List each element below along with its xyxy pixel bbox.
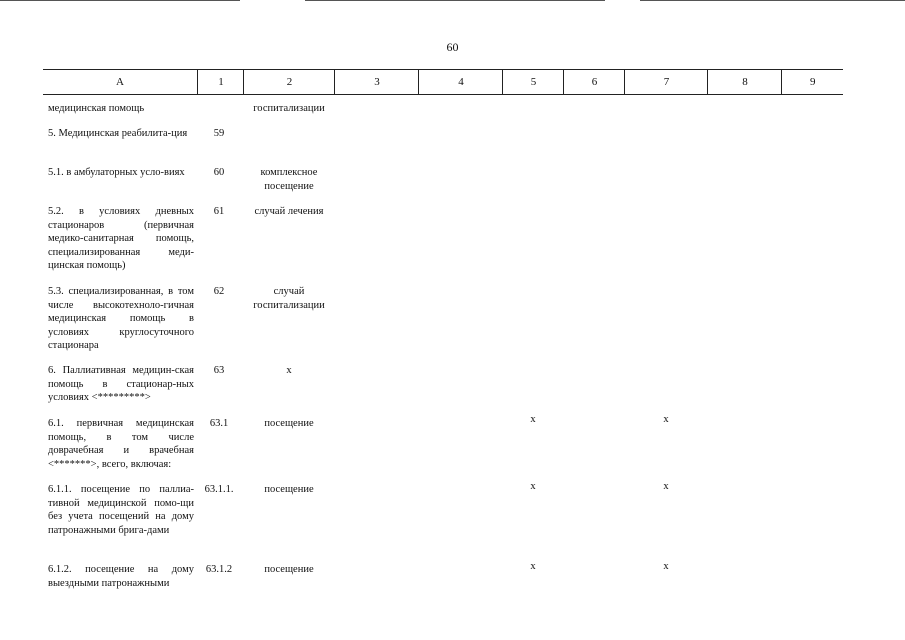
header-col-a: А	[116, 76, 124, 88]
row-col7-value: х	[663, 414, 669, 425]
row-number: 63.1	[209, 418, 229, 429]
row-unit: комплексное посещение	[260, 167, 318, 192]
table-header	[43, 69, 843, 95]
row-col7-value: х	[663, 481, 669, 492]
row-name: 5. Медицинская реабилита-ция	[48, 128, 188, 139]
row-number: 62	[213, 286, 225, 297]
row-unit: посещение	[264, 564, 314, 575]
page-number: 60	[446, 40, 459, 54]
header-col-5: 5	[502, 70, 564, 94]
header-col-4: 4	[418, 70, 503, 94]
row-number: 59	[213, 128, 225, 139]
row-unit: посещение	[264, 484, 314, 495]
row-col5-value: х	[530, 561, 536, 572]
header-col-7: 7	[624, 70, 708, 94]
row-name: медицинская помощь	[48, 103, 145, 114]
row-number: 60	[213, 167, 225, 178]
row-number: 61	[213, 206, 225, 217]
header-col-8: 8	[707, 70, 782, 94]
header-col-6: 6	[563, 70, 625, 94]
header-col-9: 9	[781, 70, 843, 94]
row-name: 6. Паллиативная медицин-ская помощь в стационар-ных условиях <*********>	[48, 365, 194, 403]
row-name: 6.1.2. посещение на дому выездными патронажными	[48, 564, 194, 589]
row-name: 5.2. в условиях дневных стационаров (первичная медико-санитарная помощь, специализированная меди-цинская помощь)	[48, 206, 194, 271]
row-name: 5.3. специализированная, в том числе высокотехноло-гичная медицинская помощь в условиях круглосуточного стационара	[48, 286, 194, 351]
row-col5-value: х	[530, 481, 536, 492]
row-name: 5.1. в амбулаторных усло-виях	[48, 167, 185, 178]
row-unit: госпитализации	[253, 103, 325, 114]
row-col7-value: х	[663, 561, 669, 572]
row-col5-value: х	[530, 414, 536, 425]
row-unit: посещение	[264, 418, 314, 429]
row-unit: х	[286, 365, 292, 376]
row-number: 63.1.1.	[204, 484, 234, 495]
top-rule-mid	[305, 0, 605, 1]
row-unit: случай лечения	[254, 206, 324, 217]
row-unit: случай госпитализации	[253, 286, 325, 311]
header-col-3: 3	[334, 70, 419, 94]
header-col-2: 2	[243, 70, 335, 94]
row-number: 63	[213, 365, 225, 376]
header-col-1: 1	[197, 70, 244, 94]
row-name: 6.1.1. посещение по паллиа-тивной медицинской помо-щи без учета посещений на дому патронажными брига-дами	[48, 484, 194, 536]
top-rule-right	[640, 0, 905, 1]
row-number: 63.1.2	[205, 564, 233, 575]
row-name: 6.1. первичная медицинская помощь, в том числе доврачебная и врачебная <*******>, всего, включая:	[48, 418, 194, 470]
top-rule-left	[0, 0, 240, 1]
